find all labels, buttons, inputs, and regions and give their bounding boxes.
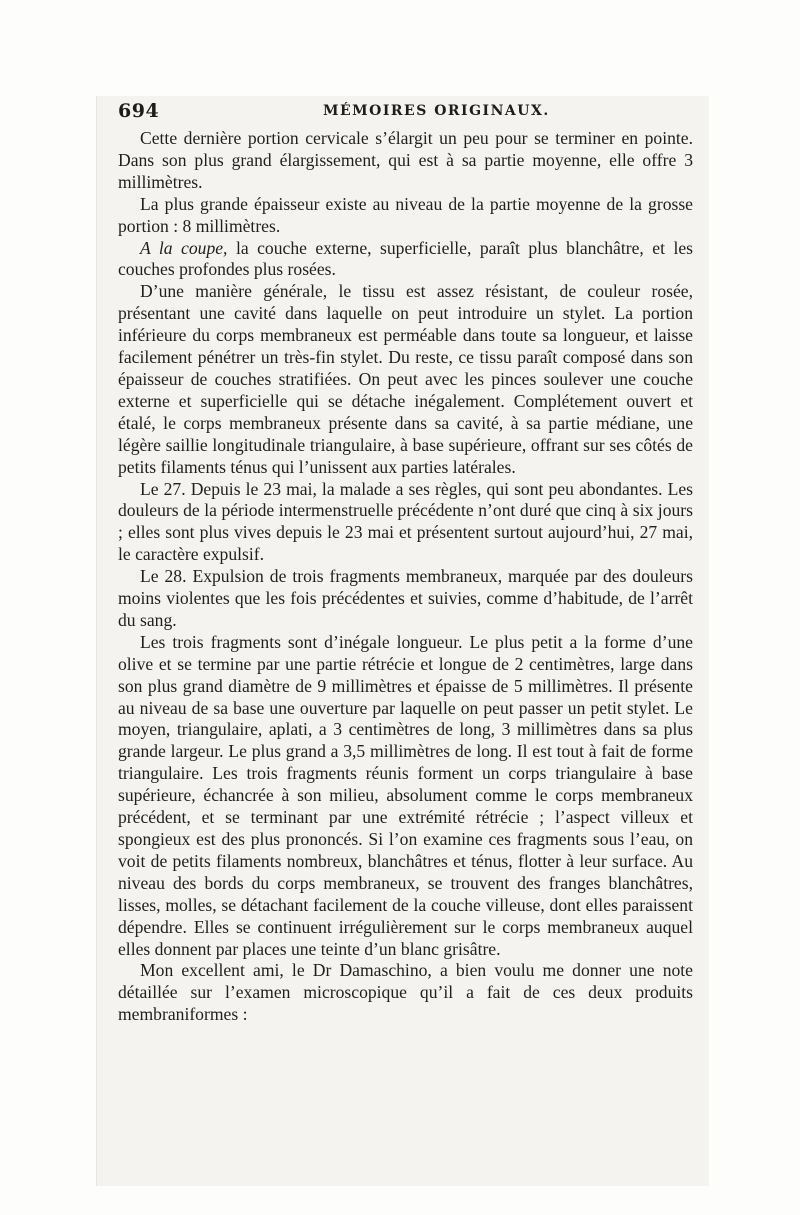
- paragraph-cervical-portion: Cette dernière portion cervicale s’élargit un peu pour se terminer en pointe. Dans son plus grand élargissement, qui est à sa partie moyenne, elle offre 3 millimètres.: [118, 128, 693, 192]
- paragraph-cut-text: la couche externe, superficielle, paraît plus blanchâtre, et les couches profondes plus rosées.: [118, 237, 693, 280]
- paragraph-tissue: D’une manière générale, le tissu est assez résistant, de couleur rosée, présentant une cavité dans laquelle on peut introduire un stylet. La portion inférieure du corps membraneux est perméable dans toute sa longueur, et laisse facilement pénétrer un très-fin stylet. Du reste, ce tissu paraît composé dans son épaisseur de couches stratifiées. On peut avec les pinces soulever une couche externe et superficielle qui se détache inégalement. Complétement ouvert et étalé, le corps membraneux présente dans sa cavité, à sa partie médiane, une légère saillie longitudinale triangulaire, à base supérieure, offrant sur ses côtés de petits filaments ténus qui l’unissent aux parties latérales.: [118, 281, 693, 477]
- page-header: [118, 100, 693, 124]
- paragraph-day-27: Le 27. Depuis le 23 mai, la malade a ses règles, qui sont peu abondantes. Les douleurs de la période intermenstruelle précédente n’ont duré que cinq à six jours ; elles sont plus vives depuis le 23 mai et présentent surtout aujourd’hui, 27 mai, le caractère expulsif.: [118, 478, 693, 565]
- paragraph-fragments: Les trois fragments sont d’inégale longueur. Le plus petit a la forme d’une olive et se termine par une partie rétrécie et longue de 2 centimètres, large dans son plus grand diamètre de 9 millimètres et épaisse de 5 millimètres. Il présente au niveau de sa base une ouverture par laquelle on peut passer un petit stylet. Le moyen, triangulaire, aplati, a 3 centimètres de long, 3 millimètres dans sa plus grande largeur. Le plus grand a 3,5 millimètres de long. Il est tout à fait de forme triangulaire. Les trois fragments réunis forment un corps triangulaire à base supérieure, échancrée à son milieu, absolument comme le corps membraneux précédent, et se terminant par une extrémité rétrécie ; l’aspect villeux et spongieux est des plus prononcés. Si l’on examine ces fragments sous l’eau, on voit de petits filaments nombreux, blanchâtres et ténus, flotter à leur surface. Au niveau des bords du corps membraneux, se trouvent des franges blanchâtres, lisses, molles, se détachant facilement de la couche villeuse, dont elles paraissent dépendre. Elles se continuent irrégulièrement sur le corps membraneux auquel elles donnent par places une teinte d’un blanc grisâtre.: [118, 631, 693, 959]
- italic-lead-coupe: A la coupe,: [140, 237, 228, 258]
- running-head: MÉMOIRES ORIGINAUX.: [323, 103, 550, 119]
- body-text: [118, 128, 693, 1026]
- paragraph-microscopic-note: Mon excellent ami, le Dr Damaschino, a bien voulu me donner une note détaillée sur l’examen microscopique qu’il a fait de ces deux produits membraniformes :: [118, 960, 693, 1025]
- paragraph-cut: [118, 238, 693, 282]
- paragraph-thickness: La plus grande épaisseur existe au niveau de la partie moyenne de la grosse portion : 8 millimètres.: [118, 193, 693, 236]
- paragraph-day-28: Le 28. Expulsion de trois fragments membraneux, marquée par des douleurs moins violentes que les fois précédentes et suivies, comme d’habitude, de l’arrêt du sang.: [118, 566, 693, 630]
- page-number: 694: [118, 100, 160, 122]
